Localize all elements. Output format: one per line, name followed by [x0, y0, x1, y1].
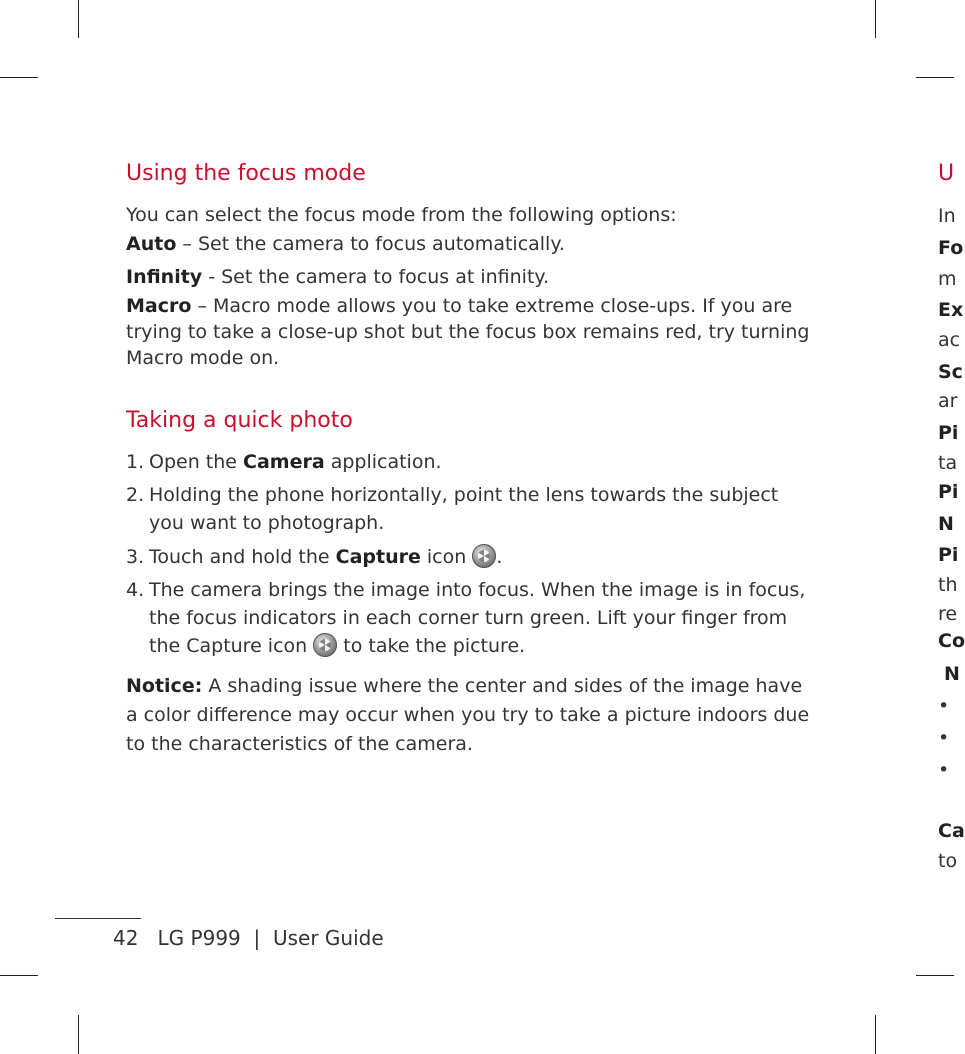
step-number: 3.: [126, 546, 145, 568]
crop-mark-top-left-horizontal: [0, 77, 38, 78]
right-fragment: ta: [938, 452, 958, 474]
right-bullet: •: [938, 759, 950, 781]
right-fragment: ac: [938, 329, 961, 351]
right-fragment: re: [938, 603, 958, 625]
auto-text: – Set the camera to focus automatically.: [176, 233, 565, 255]
capture-label: Capture: [335, 546, 421, 568]
step-text: [149, 543, 816, 571]
right-fragment: In: [938, 205, 956, 227]
step-4: [126, 576, 816, 660]
footer-separator: |: [253, 926, 261, 950]
step-4-post: to take the picture.: [337, 635, 526, 657]
step-text: Holding the phone horizontally, point the lens towards the subject you want to photograph.: [149, 484, 779, 534]
notice-text: A shading issue where the center and sides of the image have a color difference may occur when you try to take a picture indoors due to the characteristics of the camera.: [126, 675, 810, 755]
right-fragment: m: [938, 268, 957, 290]
right-fragment: Fo: [938, 237, 964, 259]
footer-rule: [55, 918, 141, 919]
crop-mark-top-right-horizontal: [916, 77, 954, 78]
step-number: 4.: [126, 579, 145, 601]
step-text: [149, 448, 816, 476]
page-number: 42: [113, 926, 139, 950]
right-fragment: Co: [938, 630, 965, 652]
notice-paragraph: [126, 672, 816, 759]
right-fragment: Pi: [938, 422, 959, 444]
right-fragment: Ca: [938, 820, 965, 842]
step-1-pre: Open the: [149, 451, 244, 473]
infinity-text: - Set the camera to focus at infinity.: [202, 266, 549, 288]
focus-option-infinity: [126, 264, 816, 290]
crop-mark-bottom-right-horizontal: [916, 975, 954, 976]
right-fragment: N: [938, 513, 954, 535]
auto-label: Auto: [126, 233, 177, 255]
crop-mark-bottom-left-vertical: [78, 1015, 79, 1054]
step-text: [149, 576, 816, 660]
right-fragment: Sc: [938, 361, 963, 383]
crop-mark-top-left-vertical: [78, 0, 79, 38]
camera-app-name: Camera: [243, 451, 325, 473]
step-3-pre: Touch and hold the: [149, 546, 336, 568]
macro-text: – Macro mode allows you to take extreme close-ups. If you are trying to take a close-up shot but the focus box remains red, try turning Macro mode on.: [126, 295, 810, 369]
right-bullet: •: [938, 695, 950, 717]
step-3-mid: icon: [420, 546, 473, 568]
right-fragment: Pi: [938, 481, 959, 503]
product-name: LG P999: [157, 926, 241, 950]
macro-label: Macro: [126, 295, 192, 317]
step-2: [126, 481, 816, 537]
focus-option-auto: [126, 231, 816, 257]
right-fragment: Pi: [938, 544, 959, 566]
right-bullet: •: [938, 727, 950, 749]
page-footer: [113, 926, 384, 950]
right-fragment: th: [938, 574, 958, 596]
notice-label: Notice:: [126, 675, 203, 697]
step-1-post: application.: [324, 451, 442, 473]
crop-mark-top-right-vertical: [875, 0, 876, 38]
right-fragment: to: [938, 850, 958, 872]
right-fragment: ar: [938, 390, 958, 412]
step-3-post: .: [496, 546, 503, 568]
guide-title: User Guide: [272, 926, 384, 950]
infinity-label: Infinity: [126, 266, 203, 288]
capture-shutter-icon: [313, 633, 337, 657]
focus-option-macro: [126, 293, 816, 371]
capture-shutter-icon: [472, 544, 496, 568]
step-number: 2.: [126, 484, 145, 506]
crop-mark-bottom-right-vertical: [875, 1015, 876, 1054]
focus-mode-intro: You can select the focus mode from the following options:: [126, 204, 677, 226]
quick-photo-heading: Taking a quick photo: [126, 408, 353, 433]
step-3: [126, 543, 816, 571]
crop-mark-bottom-left-horizontal: [0, 975, 38, 976]
right-fragment: N: [944, 663, 960, 685]
step-4-pre: The camera brings the image into focus. When the image is in focus, the focus indicators in each corner turn green. Lift your finger from the Capture icon: [149, 579, 806, 657]
step-1: [126, 448, 816, 476]
right-heading-fragment: U: [938, 161, 955, 186]
focus-mode-heading: Using the focus mode: [126, 161, 366, 186]
step-number: 1.: [126, 451, 145, 473]
right-fragment: Ex: [938, 299, 964, 321]
